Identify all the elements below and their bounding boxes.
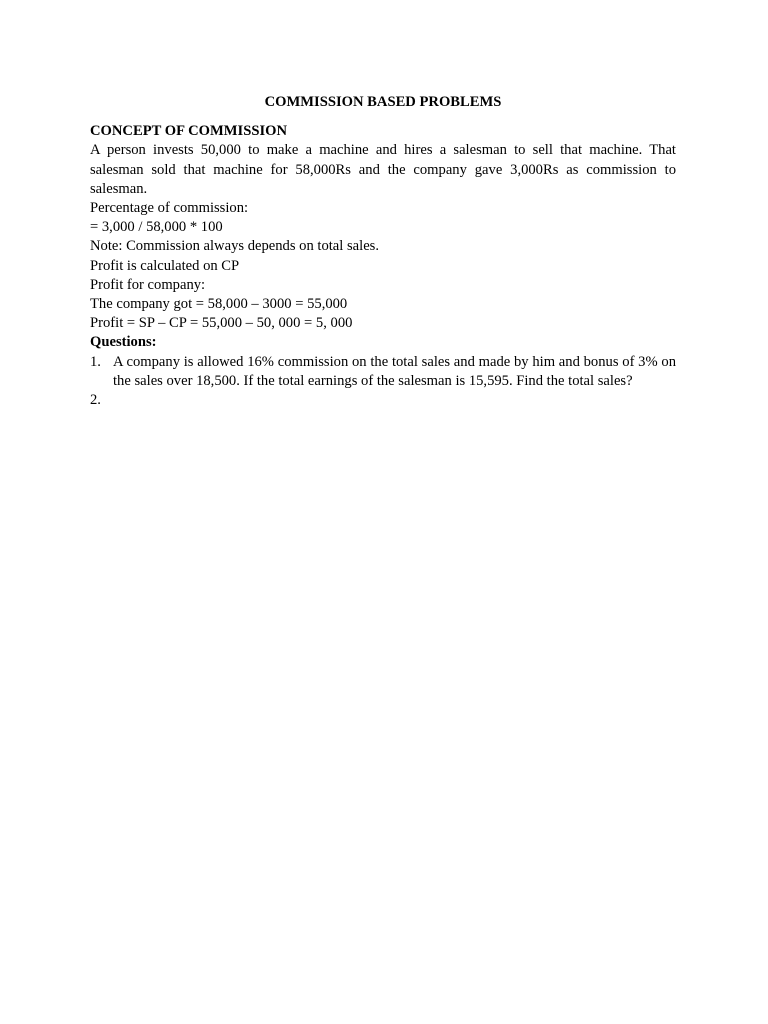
intro-paragraph: A person invests 50,000 to make a machine and hires a salesman to sell that machine. That salesman sold that machine for 58,000Rs and the company gave 3,000Rs as commission to salesman. bbox=[90, 142, 676, 197]
profit-for-company-label: Profit for company: bbox=[90, 276, 206, 293]
company-got-line: The company got = 58,000 – 3000 = 55,000 bbox=[90, 296, 348, 313]
question-number: 2. bbox=[90, 392, 101, 409]
question-text: A company is allowed 16% commission on the total sales and made by him and bonus of 3% on the sales over 18,500. If the total earnings of the salesman is 15,595. Find the total sales? bbox=[113, 353, 676, 389]
question-item bbox=[90, 391, 676, 410]
document-title: COMMISSION BASED PROBLEMS bbox=[264, 94, 502, 110]
question-text bbox=[113, 391, 676, 410]
document-page bbox=[90, 93, 676, 410]
commission-percentage-label: Percentage of commission: bbox=[90, 200, 249, 217]
question-number: 1. bbox=[90, 353, 101, 370]
questions-list bbox=[90, 353, 676, 411]
commission-percentage-formula: = 3,000 / 58,000 * 100 bbox=[90, 219, 223, 236]
questions-heading: Questions: bbox=[90, 334, 157, 351]
section-heading: CONCEPT OF COMMISSION bbox=[90, 123, 288, 140]
question-item bbox=[90, 353, 676, 391]
commission-note: Note: Commission always depends on total sales. bbox=[90, 238, 380, 255]
profit-formula-line: Profit = SP – CP = 55,000 – 50, 000 = 5, 000 bbox=[90, 315, 353, 332]
profit-basis-line: Profit is calculated on CP bbox=[90, 257, 240, 274]
